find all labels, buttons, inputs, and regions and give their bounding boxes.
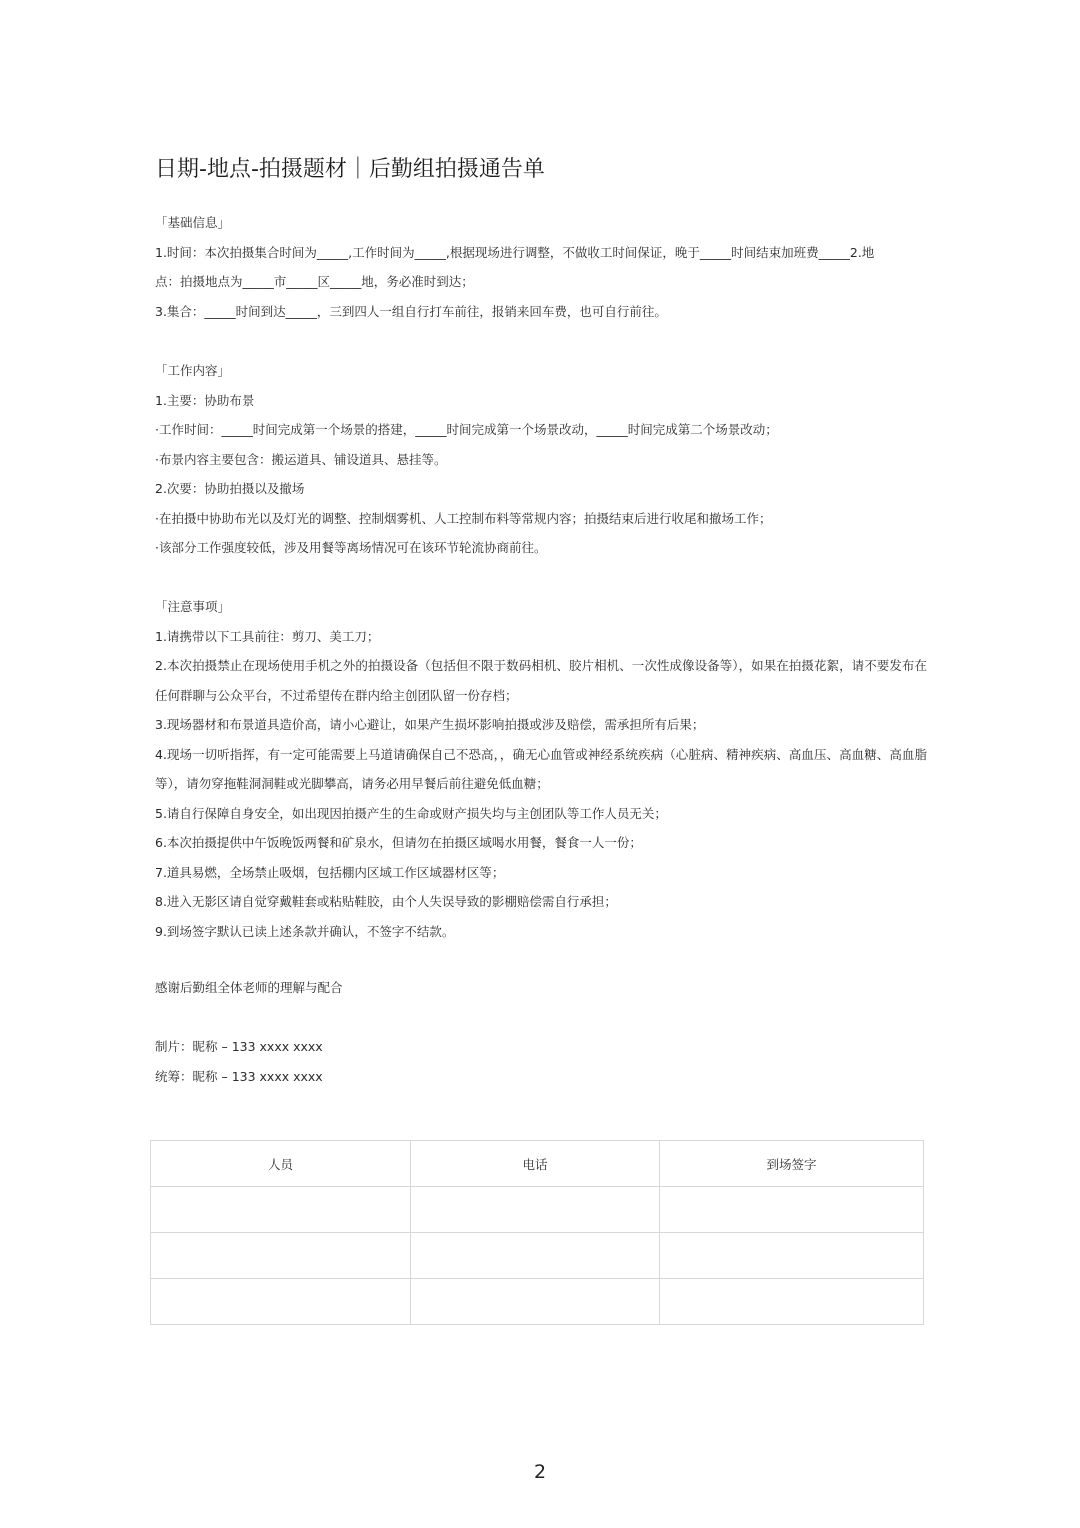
table-cell-phone xyxy=(411,1233,660,1279)
basic-info-section xyxy=(155,208,927,326)
table-cell-phone xyxy=(411,1279,660,1325)
page-number: 2 xyxy=(533,1461,547,1483)
notes-item: 2.本次拍摄禁止在现场使用手机之外的拍摄设备（包括但不限于数码相机、胶片相机、一次性成像设备等），如果在拍摄花絮，请不要发布在任何群聊与公众平台，不过希望传在群内给主创团队留一份存档； xyxy=(155,658,927,703)
basic-info-line-gathering: 3.集合：_____时间到达_____，三到四人一组自行打车前往，报销来回车费，也可自行前往。 xyxy=(155,303,667,319)
notes-item: 1.请携带以下工具前往：剪刀、美工刀； xyxy=(155,628,380,644)
table-cell-person xyxy=(151,1233,411,1279)
notes-item: 3.现场器材和布景道具造价高，请小心避让，如果产生损坏影响拍摄或涉及赔偿，需承担所有后果； xyxy=(155,717,705,732)
contacts-section xyxy=(155,1032,927,1091)
page-title: 日期-地点-拍摄题材｜后勤组拍摄通告单 xyxy=(155,157,545,182)
table-row xyxy=(151,1187,924,1233)
work-secondary-item: ·该部分工作强度较低，涉及用餐等离场情况可在该环节轮流协商前往。 xyxy=(155,540,547,555)
work-secondary-title: 2.次要：协助拍摄以及撤场 xyxy=(155,481,305,496)
table-row xyxy=(151,1279,924,1325)
notes-item: 5.请自行保障自身安全，如出现因拍摄产生的生命或财产损失均与主创团队等工作人员无关； xyxy=(155,805,667,821)
table-cell-signature xyxy=(660,1279,924,1325)
basic-info-heading: 「基础信息」 xyxy=(155,215,231,230)
notes-item: 8.进入无影区请自觉穿戴鞋套或粘贴鞋胶，由个人失误导致的影棚赔偿需自行承担； xyxy=(155,894,617,909)
notes-heading: 「注意事项」 xyxy=(155,599,231,614)
column-header-signature: 到场签字 xyxy=(660,1141,924,1187)
producer-contact: 制片：昵称 – 133 xxxx xxxx xyxy=(155,1039,323,1054)
table-cell-phone xyxy=(411,1187,660,1233)
notes-item: 4.现场一切听指挥，有一定可能需要上马道请确保自己不恐高，，确无心血管或神经系统疾病（心脏病、精神疾病、高血压、高血糖、高血脂等），请勿穿拖鞋洞洞鞋或光脚攀高，请务必用早餐后前往避免低血糖； xyxy=(155,746,927,791)
notes-section xyxy=(155,592,927,946)
column-header-person: 人员 xyxy=(151,1141,411,1187)
thanks-text: 感谢后勤组全体老师的理解与配合 xyxy=(155,980,343,995)
column-header-phone: 电话 xyxy=(411,1141,660,1187)
table-cell-signature xyxy=(660,1233,924,1279)
table-row xyxy=(151,1233,924,1279)
notes-item: 9.到场签字默认已读上述条款并确认，不签字不结款。 xyxy=(155,923,455,939)
work-content-section xyxy=(155,356,927,563)
notes-item: 7.道具易燃，全场禁止吸烟，包括棚内区域工作区域器材区等； xyxy=(155,864,505,880)
work-main-title: 1.主要：协助布景 xyxy=(155,392,255,408)
work-main-time: ·工作时间：_____时间完成第一个场景的搭建，_____时间完成第一个场景改动，_____时间完成第二个场景改动； xyxy=(155,422,778,437)
table-header-row xyxy=(151,1141,924,1187)
sign-in-table xyxy=(150,1140,924,1325)
basic-info-line-time: 1.时间：本次拍摄集合时间为_____,工作时间为_____,根据现场进行调整，不做收工时间保证，晚于_____时间结束加班费_____2.地 xyxy=(155,244,875,260)
table-cell-person xyxy=(151,1279,411,1325)
thanks-section xyxy=(155,973,927,1003)
work-main-content: ·布景内容主要包含：搬运道具、铺设道具、悬挂等。 xyxy=(155,451,447,467)
notes-item: 6.本次拍摄提供中午饭晚饭两餐和矿泉水，但请勿在拍摄区域喝水用餐，餐食一人一份； xyxy=(155,835,642,850)
coordinator-contact: 统筹：昵称 – 133 xxxx xxxx xyxy=(155,1068,323,1084)
work-secondary-item: ·在拍摄中协助布光以及灯光的调整、控制烟雾机、人工控制布料等常规内容；拍摄结束后进行收尾和撤场工作； xyxy=(155,510,772,526)
table-cell-signature xyxy=(660,1187,924,1233)
table-cell-person xyxy=(151,1187,411,1233)
basic-info-line-location: 点：拍摄地点为_____市_____区_____地，务必准时到达； xyxy=(155,274,474,289)
work-content-heading: 「工作内容」 xyxy=(155,363,231,378)
